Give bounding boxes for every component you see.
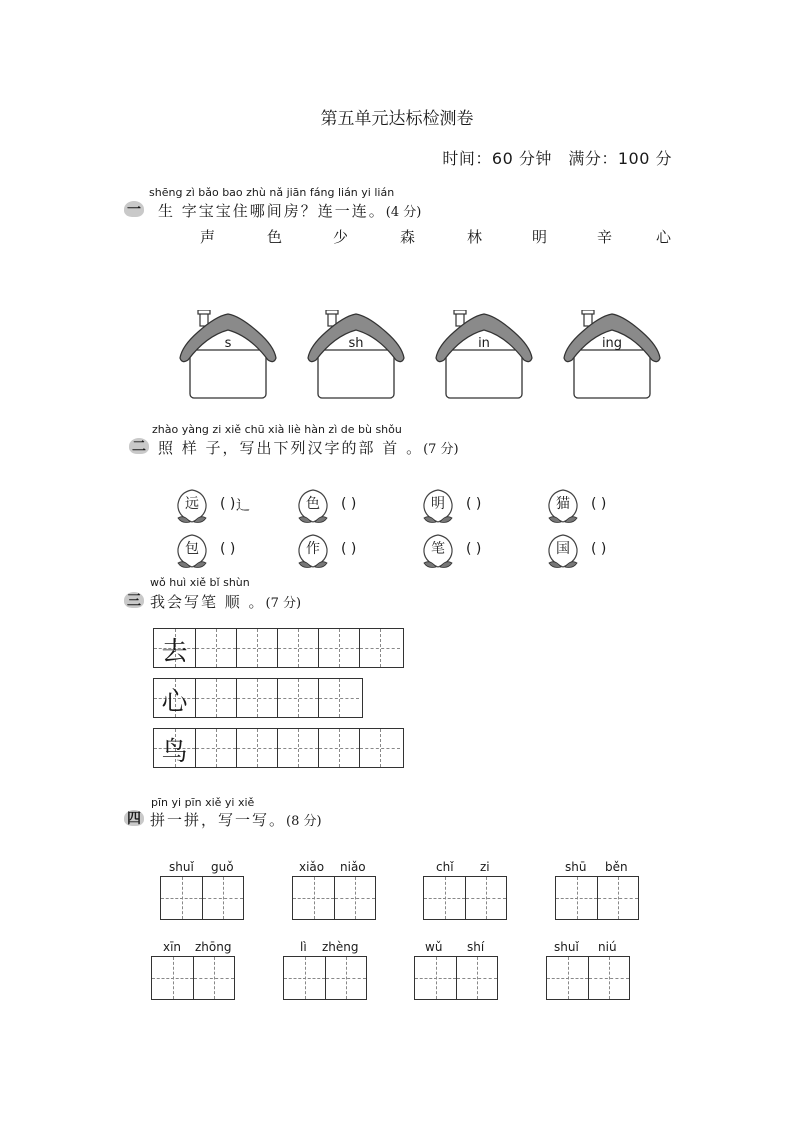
writing-cell[interactable] (202, 877, 243, 919)
q3-text: 我会写笔 顺 。 (150, 593, 266, 611)
q3-badge: 三 (124, 590, 144, 610)
q3-score: (7 分) (265, 596, 302, 611)
q1-char[interactable]: 色 (267, 228, 283, 246)
peach-char: 国 (556, 541, 570, 557)
answer-paren: ( ) (591, 496, 607, 512)
word-pinyin: niǎo (340, 860, 366, 874)
writing-cell[interactable] (277, 629, 318, 667)
q1-char-row (0, 226, 794, 248)
word-pinyin: niú (598, 940, 617, 954)
writing-cell[interactable] (154, 629, 195, 667)
word-pinyin: wǔ (425, 940, 443, 954)
word-pinyin: shū (565, 860, 587, 874)
writing-cell[interactable] (456, 957, 497, 999)
word-pinyin: běn (605, 860, 628, 874)
answer-text[interactable]: 辶 (236, 498, 250, 514)
house-label: sh (348, 336, 364, 351)
writing-cell[interactable] (195, 679, 236, 717)
word-pinyin: zhōng (195, 940, 232, 954)
word-pinyin: guǒ (211, 860, 234, 874)
writing-cell[interactable] (318, 629, 359, 667)
writing-cell[interactable] (193, 957, 234, 999)
writing-cell[interactable] (154, 679, 195, 717)
house-icon (562, 310, 662, 402)
q2-instruction (158, 437, 459, 458)
writing-cell[interactable] (236, 729, 277, 767)
writing-cell[interactable] (597, 877, 638, 919)
writing-cell[interactable] (547, 957, 588, 999)
word-box[interactable] (546, 956, 630, 1000)
writing-cell[interactable] (236, 629, 277, 667)
q3-pinyin: wǒ huì xiě bǐ shùn (150, 576, 250, 589)
q1-score: (4 分) (385, 205, 422, 220)
writing-cell[interactable] (318, 679, 359, 717)
house-s[interactable] (178, 310, 278, 402)
writing-cell[interactable] (325, 957, 366, 999)
page-title: 第五单元达标检测卷 (320, 109, 474, 129)
writing-cell[interactable] (195, 729, 236, 767)
grid-char: 鸟 (161, 737, 188, 767)
house-ing[interactable] (562, 310, 662, 402)
q1-char[interactable]: 森 (400, 228, 416, 246)
word-pinyin: xīn (163, 940, 182, 954)
peach-char: 笔 (431, 541, 445, 557)
writing-cell[interactable] (161, 877, 202, 919)
writing-cell[interactable] (359, 729, 400, 767)
writing-cell[interactable] (318, 729, 359, 767)
q1-char[interactable]: 心 (656, 228, 672, 246)
writing-cell[interactable] (588, 957, 629, 999)
q2-text: 照 样 子，写出下列汉字的部 首 。 (158, 439, 424, 457)
stroke-grid-row[interactable] (153, 728, 404, 768)
q1-instruction (158, 200, 421, 221)
answer-paren: ( ) (591, 541, 607, 557)
q4-instruction (150, 809, 322, 830)
exam-meta: 时间：60 分钟 满分：100 分 (442, 149, 672, 168)
writing-cell[interactable] (359, 629, 400, 667)
writing-cell[interactable] (293, 877, 334, 919)
house-in[interactable] (434, 310, 534, 402)
peach-char: 包 (185, 541, 199, 557)
writing-cell[interactable] (154, 729, 195, 767)
grid-char: 去 (161, 637, 188, 667)
word-pinyin: chǐ (436, 860, 454, 874)
writing-cell[interactable] (277, 679, 318, 717)
house-sh[interactable] (306, 310, 406, 402)
word-box[interactable] (151, 956, 235, 1000)
word-pinyin: lì (300, 940, 307, 954)
word-box[interactable] (283, 956, 367, 1000)
house-icon (434, 310, 534, 402)
house-icon (178, 310, 278, 402)
q2-score: (7 分) (423, 442, 459, 457)
peach-char: 明 (431, 496, 445, 512)
writing-cell[interactable] (415, 957, 456, 999)
peach-char: 色 (306, 496, 320, 512)
grid-char: 心 (161, 687, 188, 717)
word-box[interactable] (414, 956, 498, 1000)
q4-text: 拼一拼，写一写。 (150, 811, 287, 829)
q1-char[interactable]: 辛 (597, 228, 613, 246)
word-box[interactable] (292, 876, 376, 920)
word-pinyin: shuǐ (169, 860, 194, 874)
word-pinyin: zhèng (322, 940, 359, 954)
writing-cell[interactable] (236, 679, 277, 717)
q4-badge: 四 (124, 808, 144, 828)
q2-pinyin: zhào yàng zi xiě chū xià liè hàn zì de bù shǒu (152, 423, 402, 436)
writing-cell[interactable] (152, 957, 193, 999)
q1-char[interactable]: 明 (532, 228, 548, 246)
writing-cell[interactable] (465, 877, 506, 919)
q1-pinyin: shēng zì bǎo bao zhù nǎ jiān fáng lián yi lián (149, 186, 395, 199)
answer-paren: ( ) (466, 541, 482, 557)
q1-badge: 一 (124, 199, 144, 219)
house-icon (306, 310, 406, 402)
word-box[interactable] (555, 876, 639, 920)
q4-score: (8 分) (286, 814, 322, 829)
writing-cell[interactable] (277, 729, 318, 767)
stroke-grid-row[interactable] (153, 628, 404, 668)
house-label: in (478, 336, 490, 351)
q1-char[interactable]: 林 (467, 228, 483, 246)
answer-paren: ( ) (341, 496, 357, 512)
word-box[interactable] (160, 876, 244, 920)
answer-paren: ( ) (466, 496, 482, 512)
peach-char: 远 (185, 496, 199, 512)
peach-char: 猫 (556, 496, 570, 512)
writing-cell[interactable] (284, 957, 325, 999)
word-pinyin: shí (467, 940, 485, 954)
q1-char[interactable]: 声 (200, 228, 216, 246)
q1-char[interactable]: 少 (333, 228, 349, 246)
stroke-grid-row[interactable] (153, 678, 363, 718)
writing-cell[interactable] (195, 629, 236, 667)
peach-char: 作 (306, 541, 320, 557)
word-pinyin: zi (480, 860, 490, 874)
answer-paren: ( ) (220, 541, 236, 557)
q3-instruction (150, 591, 301, 612)
word-box[interactable] (423, 876, 507, 920)
writing-cell[interactable] (334, 877, 375, 919)
house-label: ing (601, 336, 623, 351)
word-pinyin: xiǎo (299, 860, 325, 874)
writing-cell[interactable] (556, 877, 597, 919)
house-label: s (224, 336, 232, 351)
answer-paren: ( ) (220, 496, 236, 512)
writing-cell[interactable] (424, 877, 465, 919)
word-pinyin: shuǐ (554, 940, 579, 954)
q4-pinyin: pīn yi pīn xiě yi xiě (151, 796, 255, 809)
q1-text: 生 字宝宝住哪间房？连一连。 (158, 202, 386, 220)
q2-badge: 二 (129, 436, 149, 456)
answer-paren: ( ) (341, 541, 357, 557)
